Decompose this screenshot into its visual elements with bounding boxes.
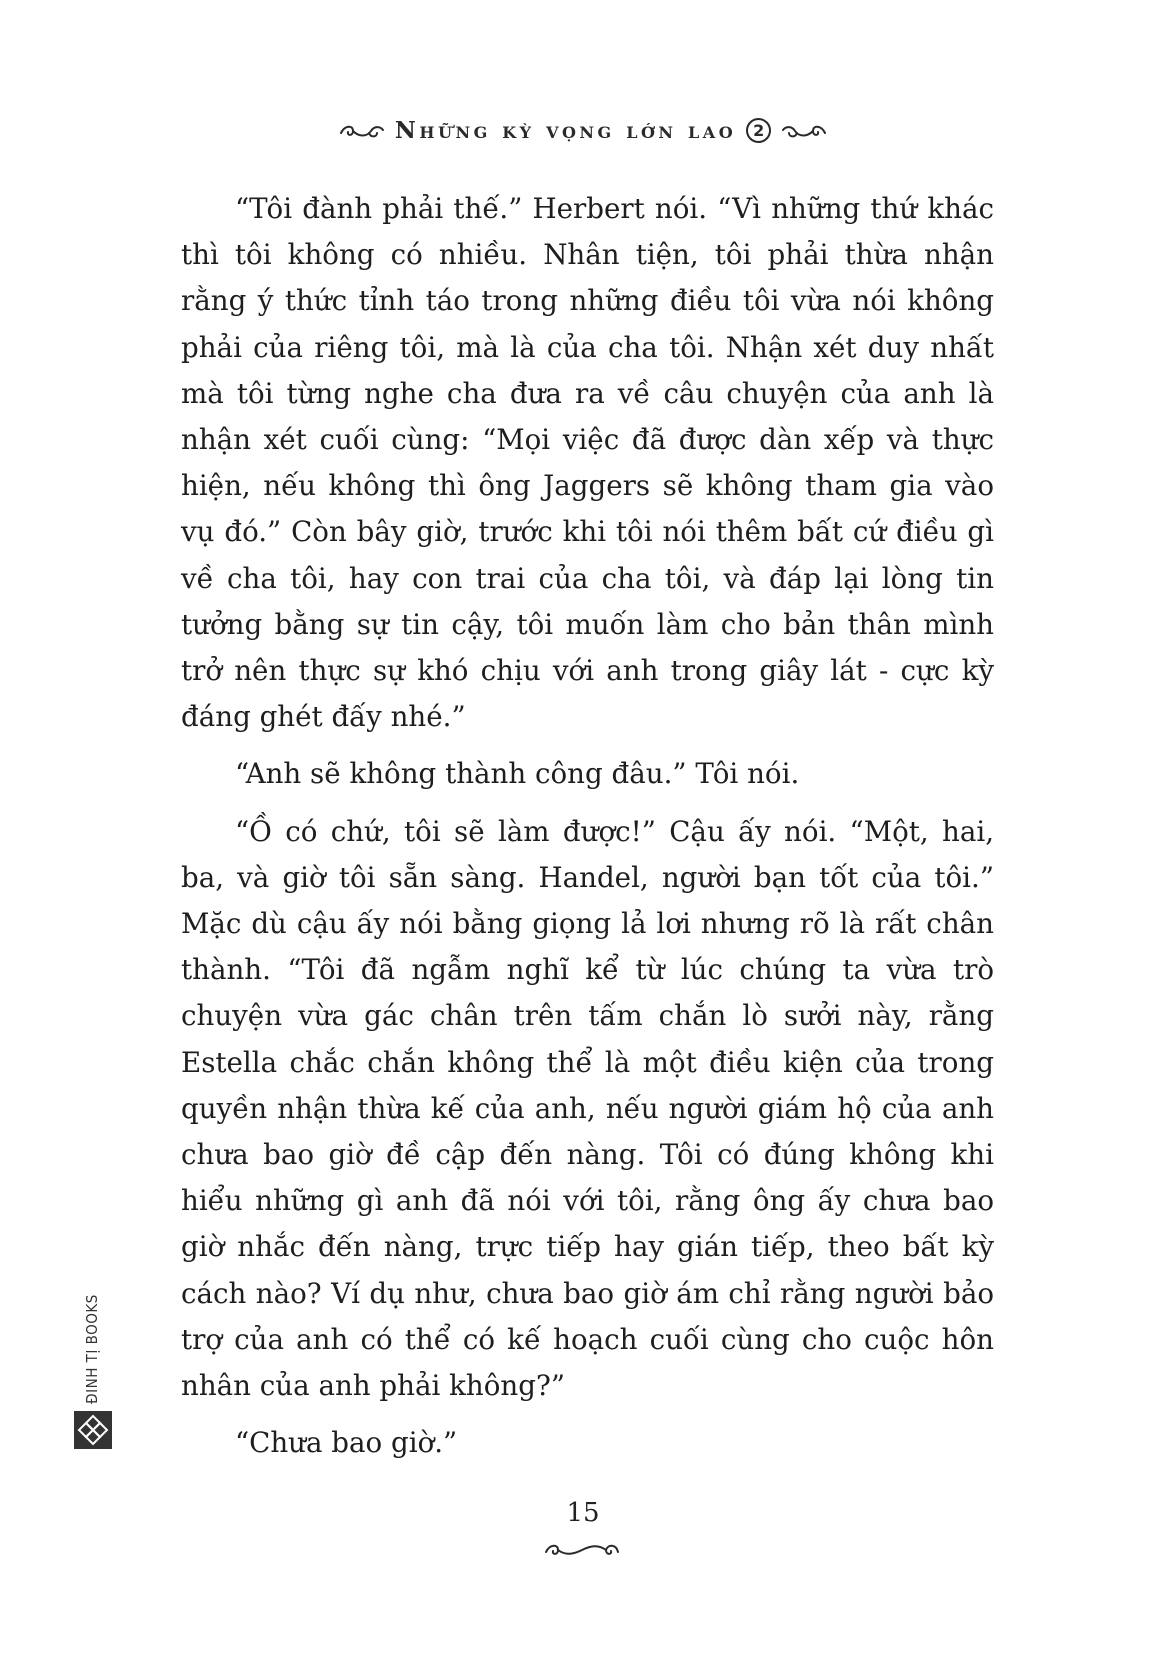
paragraph: “Tôi đành phải thế.” Herbert nói. “Vì những thứ khác thì tôi không có nhiều. Nhân tiện, tôi phải thừa nhận rằng ý thức tỉnh táo trong những điều tôi vừa nói không phải của riêng tôi, mà là của cha tôi. Nhận xét duy nhất mà tôi từng nghe cha đưa ra về câu chuyện của anh là nhận xét cuối cùng: “Mọi việc đã được dàn xếp và thực hiện, nếu không thì ông Jaggers sẽ không tham gia vào vụ đó.” Còn bây giờ, trước khi tôi nói thêm bất cứ điều gì về cha tôi, hay con trai của cha tôi, và đáp lại lòng tin tưởng bằng sự tin cậy, tôi muốn làm cho bản thân mình trở nên thực sự khó chịu với anh trong giây lát - cực kỳ đáng ghét đấy nhé.”: [181, 192, 994, 734]
running-header: [0, 118, 1166, 143]
running-title: Những kỳ vọng lớn lao: [394, 117, 737, 144]
flourish-bottom-icon: [542, 1540, 622, 1564]
publisher-logo-icon: [74, 1411, 112, 1449]
volume-badge: 2: [746, 118, 771, 143]
page-number: 15: [566, 1498, 600, 1528]
publisher-brand: [70, 1291, 114, 1449]
body-text: [181, 186, 994, 1477]
flourish-right-icon: [781, 121, 827, 141]
publisher-name: ĐINH TỊ BOOKS: [83, 1294, 101, 1404]
paragraph: “Ồ có chứ, tôi sẽ làm được!” Cậu ấy nói. “Một, hai, ba, và giờ tôi sẵn sàng. Handel, người bạn tốt của tôi.” Mặc dù cậu ấy nói bằng giọng lả lơi nhưng rõ là rất chân thành. “Tôi đã ngẫm nghĩ kể từ lúc chúng ta vừa trò chuyện vừa gác chân trên tấm chắn lò sưởi này, rằng Estella chắc chắn không thể là một điều kiện của trong quyền nhận thừa kế của anh, nếu người giám hộ của anh chưa bao giờ đề cập đến nàng. Tôi có đúng không khi hiểu những gì anh đã nói với tôi, rằng ông ấy chưa bao giờ nhắc đến nàng, trực tiếp hay gián tiếp, theo bất kỳ cách nào? Ví dụ như, chưa bao giờ ám chỉ rằng người bảo trợ của anh có thể có kế hoạch cuối cùng cho cuộc hôn nhân của anh phải không?”: [181, 814, 994, 1403]
flourish-left-icon: [339, 121, 385, 141]
paragraph: “Chưa bao giờ.”: [235, 1426, 458, 1460]
paragraph: “Anh sẽ không thành công đâu.” Tôi nói.: [235, 757, 800, 791]
